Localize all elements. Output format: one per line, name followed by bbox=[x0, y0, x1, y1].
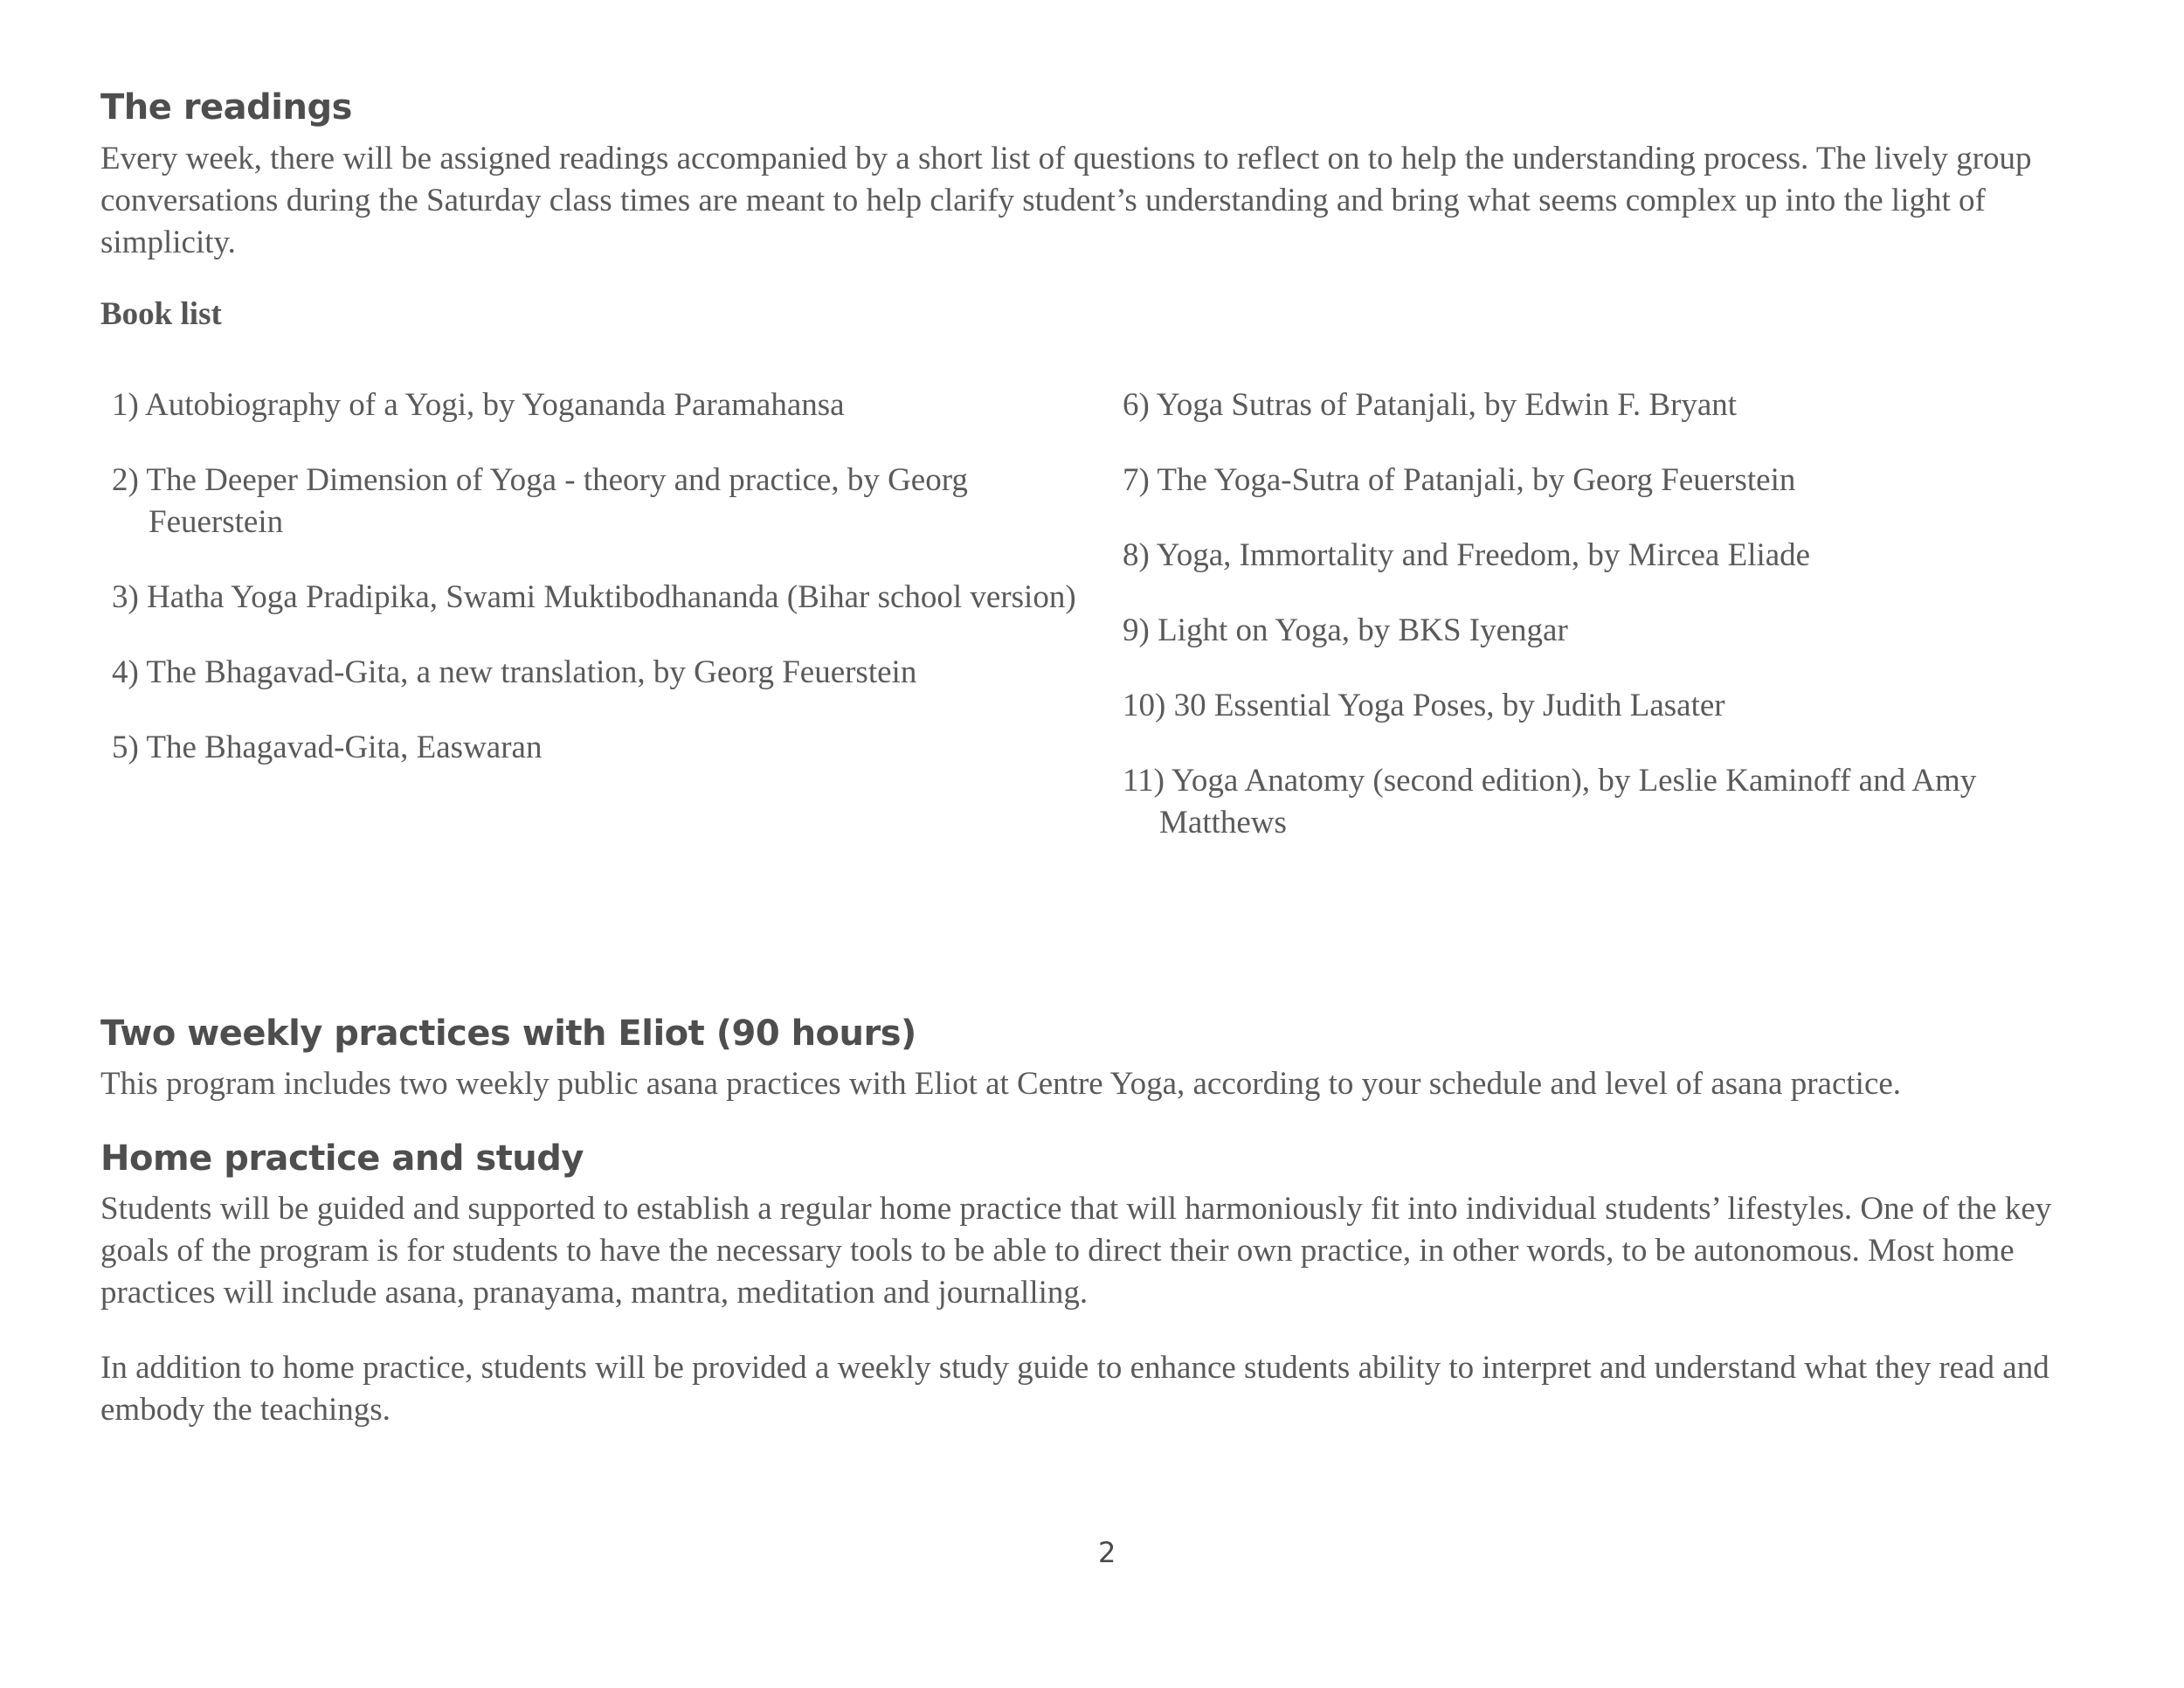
book-list-item: 7) The Yoga-Sutra of Patanjali, by Georg Feuerstein bbox=[1123, 462, 1796, 498]
document-page bbox=[100, 0, 2084, 1688]
book-list-item: 9) Light on Yoga, by BKS Iyengar bbox=[1123, 612, 1568, 648]
home-practice-study-guide: In addition to home practice, students will be provided a weekly study guide to enhance students ability to interpret and understand what they read and embody the teachings. bbox=[100, 1350, 2049, 1428]
book-list-item: 4) The Bhagavad-Gita, a new translation, by Georg Feuerstein bbox=[112, 654, 917, 690]
book-list-item: 5) The Bhagavad-Gita, Easwaran bbox=[112, 730, 543, 765]
book-list-item: 1) Autobiography of a Yogi, by Yogananda Paramahansa bbox=[112, 387, 845, 423]
home-practice-body: Students will be guided and supported to establish a regular home practice that will harmoniously fit into individual students’ lifestyles. One of the key goals of the program is for students to have the necessary tools to be able to direct their own practice, in other words, to be autonomous. Most home practices will include asana, pranayama, mantra, meditation and journalling. bbox=[100, 1191, 2052, 1311]
book-list bbox=[100, 384, 2084, 874]
book-list-item: 10) 30 Essential Yoga Poses, by Judith Lasater bbox=[1123, 688, 1725, 723]
book-list-item: 2) The Deeper Dimension of Yoga - theory and practice, by Georg Feuerstein bbox=[112, 462, 968, 540]
book-list-item: 8) Yoga, Immortality and Freedom, by Mircea Eliade bbox=[1123, 537, 1811, 573]
book-list-item: 3) Hatha Yoga Pradipika, Swami Muktibodhananda (Bihar school version) bbox=[112, 579, 1076, 615]
readings-body: Every week, there will be assigned readings accompanied by a short list of questions to reflect on to help the understanding process. The lively group conversations during the Saturday class times are meant to help clarify student’s understanding and bring what seems complex up into the light of simplicity. bbox=[100, 141, 2032, 260]
weekly-practices-heading: Two weekly practices with Eliot (90 hours) bbox=[100, 1013, 916, 1054]
book-list-label: Book list bbox=[100, 296, 222, 332]
home-practice-heading: Home practice and study bbox=[100, 1138, 584, 1179]
book-list-right-column bbox=[1123, 384, 2084, 877]
readings-heading: The readings bbox=[100, 87, 352, 128]
book-list-item: 11) Yoga Anatomy (second edition), by Leslie Kaminoff and Amy Matthews bbox=[1123, 763, 1977, 841]
weekly-practices-body: This program includes two weekly public asana practices with Eliot at Centre Yoga, according to your schedule and level of asana practice. bbox=[100, 1066, 1902, 1102]
page-number: 2 bbox=[1098, 1536, 1116, 1569]
book-list-left-column bbox=[112, 384, 1090, 802]
book-list-item: 6) Yoga Sutras of Patanjali, by Edwin F. Bryant bbox=[1123, 387, 1738, 423]
